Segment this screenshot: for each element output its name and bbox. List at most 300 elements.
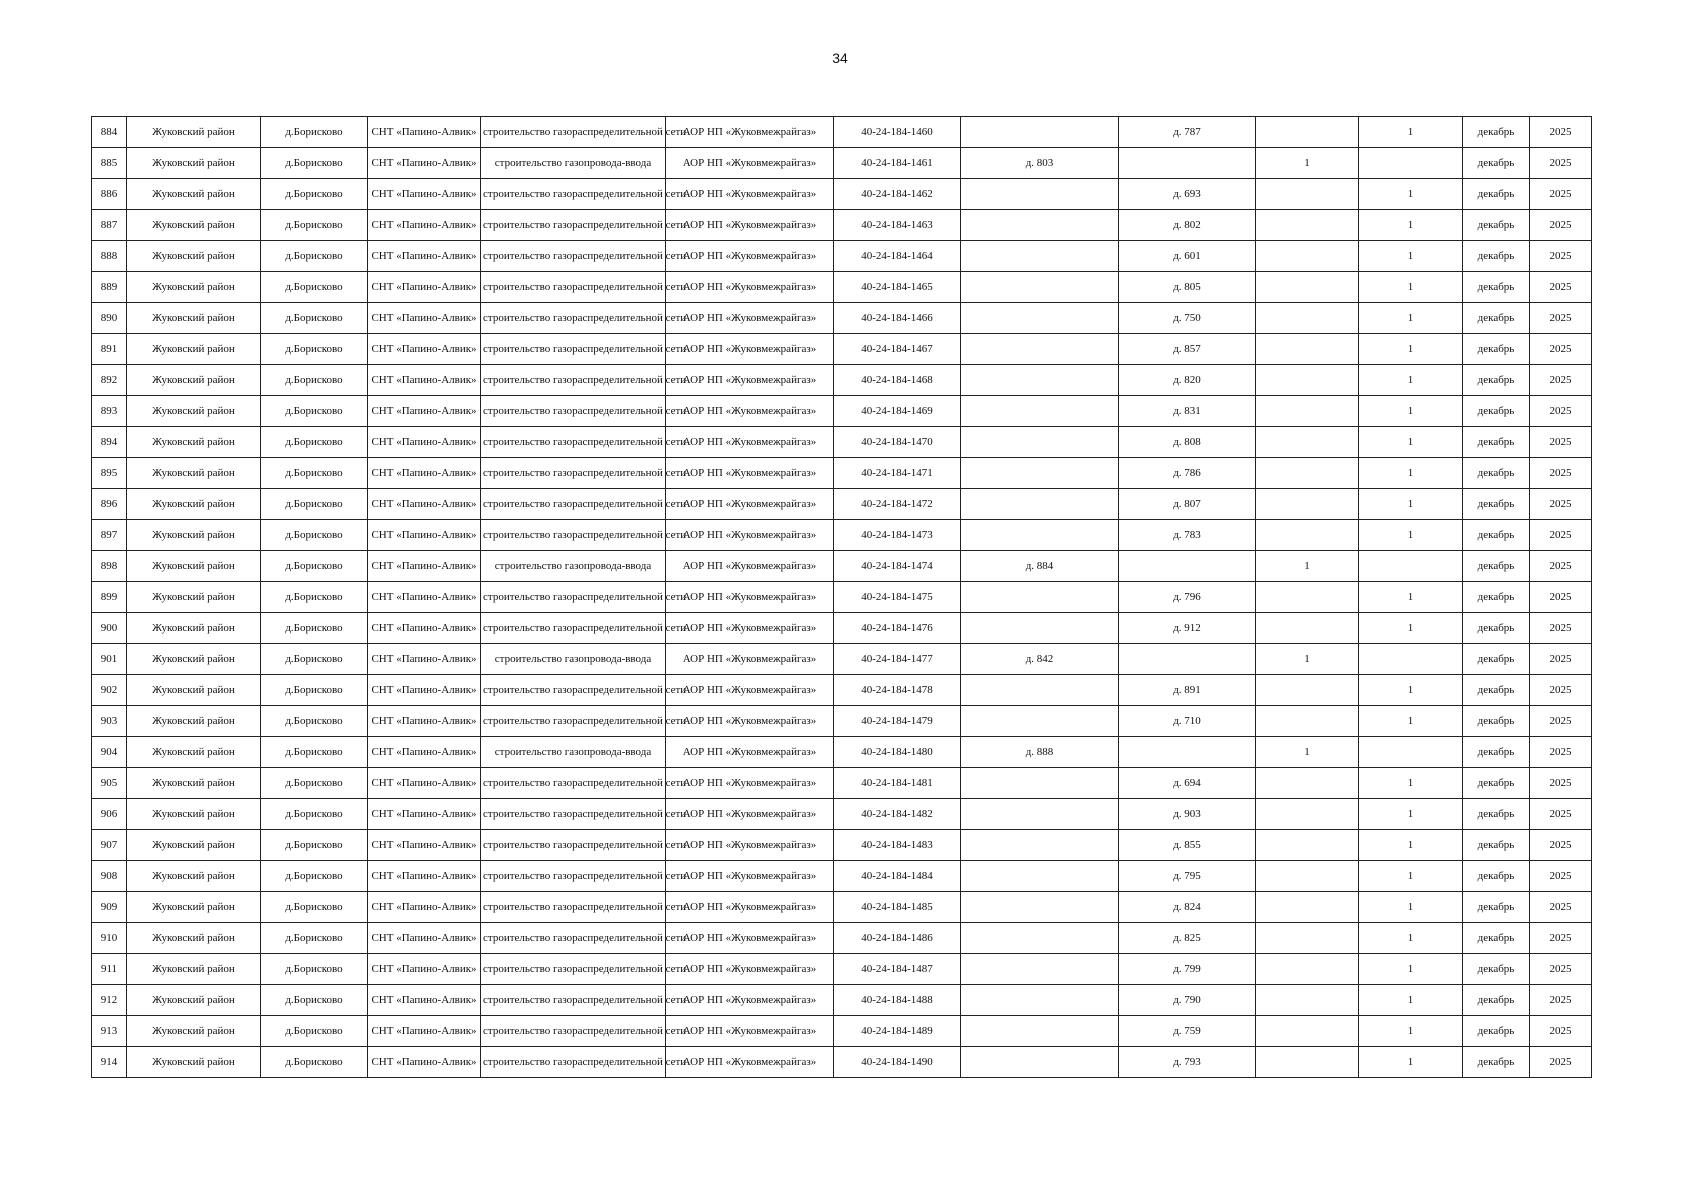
inlet-address-cell: д. 803 — [961, 148, 1119, 179]
locality-cell: д.Борисково — [261, 303, 368, 334]
inlet-address-cell — [961, 427, 1119, 458]
inlet-address-cell — [961, 520, 1119, 551]
object-code-cell: 40-24-184-1482 — [834, 799, 961, 830]
table-row — [92, 1016, 1592, 1047]
table-row — [92, 458, 1592, 489]
network-address-cell: д. 786 — [1119, 458, 1256, 489]
inlet-quantity-cell — [1256, 582, 1359, 613]
table-row — [92, 675, 1592, 706]
inlet-address-cell — [961, 706, 1119, 737]
table-row — [92, 613, 1592, 644]
snt-cell: СНТ «Папино-Алвик» — [368, 582, 481, 613]
year-cell: 2025 — [1530, 799, 1592, 830]
inlet-quantity-cell — [1256, 923, 1359, 954]
row-number-cell: 892 — [92, 365, 127, 396]
inlet-quantity-cell — [1256, 799, 1359, 830]
organization-cell: АОР НП «Жуковмежрайгаз» — [666, 365, 834, 396]
inlet-address-cell — [961, 272, 1119, 303]
locality-cell: д.Борисково — [261, 179, 368, 210]
snt-cell: СНТ «Папино-Алвик» — [368, 489, 481, 520]
network-quantity-cell: 1 — [1359, 520, 1463, 551]
organization-cell: АОР НП «Жуковмежрайгаз» — [666, 985, 834, 1016]
month-cell: декабрь — [1463, 644, 1530, 675]
network-quantity-cell: 1 — [1359, 272, 1463, 303]
object-code-cell: 40-24-184-1480 — [834, 737, 961, 768]
year-cell: 2025 — [1530, 768, 1592, 799]
object-code-cell: 40-24-184-1460 — [834, 117, 961, 148]
year-cell: 2025 — [1530, 334, 1592, 365]
month-cell: декабрь — [1463, 489, 1530, 520]
network-address-cell — [1119, 644, 1256, 675]
network-address-cell: д. 796 — [1119, 582, 1256, 613]
district-cell: Жуковский район — [127, 272, 261, 303]
year-cell: 2025 — [1530, 706, 1592, 737]
year-cell: 2025 — [1530, 117, 1592, 148]
work-type-cell: строительство газораспределительной сети — [481, 117, 666, 148]
district-cell: Жуковский район — [127, 768, 261, 799]
year-cell: 2025 — [1530, 427, 1592, 458]
snt-cell: СНТ «Папино-Алвик» — [368, 706, 481, 737]
inlet-address-cell — [961, 489, 1119, 520]
inlet-address-cell — [961, 334, 1119, 365]
registry-table — [91, 116, 1592, 1078]
organization-cell: АОР НП «Жуковмежрайгаз» — [666, 644, 834, 675]
organization-cell: АОР НП «Жуковмежрайгаз» — [666, 861, 834, 892]
object-code-cell: 40-24-184-1490 — [834, 1047, 961, 1078]
network-quantity-cell: 1 — [1359, 427, 1463, 458]
locality-cell: д.Борисково — [261, 830, 368, 861]
network-address-cell — [1119, 148, 1256, 179]
object-code-cell: 40-24-184-1477 — [834, 644, 961, 675]
network-quantity-cell: 1 — [1359, 923, 1463, 954]
year-cell: 2025 — [1530, 1047, 1592, 1078]
network-quantity-cell: 1 — [1359, 458, 1463, 489]
inlet-quantity-cell — [1256, 706, 1359, 737]
district-cell: Жуковский район — [127, 675, 261, 706]
year-cell: 2025 — [1530, 861, 1592, 892]
row-number-cell: 906 — [92, 799, 127, 830]
network-quantity-cell: 1 — [1359, 582, 1463, 613]
snt-cell: СНТ «Папино-Алвик» — [368, 179, 481, 210]
network-address-cell: д. 825 — [1119, 923, 1256, 954]
snt-cell: СНТ «Папино-Алвик» — [368, 365, 481, 396]
row-number-cell: 910 — [92, 923, 127, 954]
organization-cell: АОР НП «Жуковмежрайгаз» — [666, 737, 834, 768]
network-address-cell — [1119, 737, 1256, 768]
network-quantity-cell: 1 — [1359, 1047, 1463, 1078]
snt-cell: СНТ «Папино-Алвик» — [368, 427, 481, 458]
district-cell: Жуковский район — [127, 799, 261, 830]
organization-cell: АОР НП «Жуковмежрайгаз» — [666, 830, 834, 861]
network-quantity-cell: 1 — [1359, 210, 1463, 241]
district-cell: Жуковский район — [127, 427, 261, 458]
year-cell: 2025 — [1530, 1016, 1592, 1047]
work-type-cell: строительство газораспределительной сети — [481, 427, 666, 458]
inlet-address-cell — [961, 117, 1119, 148]
table-row — [92, 148, 1592, 179]
inlet-address-cell — [961, 303, 1119, 334]
row-number-cell: 896 — [92, 489, 127, 520]
locality-cell: д.Борисково — [261, 241, 368, 272]
row-number-cell: 885 — [92, 148, 127, 179]
snt-cell: СНТ «Папино-Алвик» — [368, 1047, 481, 1078]
network-address-cell: д. 787 — [1119, 117, 1256, 148]
year-cell: 2025 — [1530, 148, 1592, 179]
snt-cell: СНТ «Папино-Алвик» — [368, 210, 481, 241]
table-row — [92, 551, 1592, 582]
row-number-cell: 884 — [92, 117, 127, 148]
year-cell: 2025 — [1530, 272, 1592, 303]
locality-cell: д.Борисково — [261, 117, 368, 148]
network-quantity-cell: 1 — [1359, 799, 1463, 830]
month-cell: декабрь — [1463, 737, 1530, 768]
object-code-cell: 40-24-184-1479 — [834, 706, 961, 737]
inlet-quantity-cell: 1 — [1256, 737, 1359, 768]
inlet-address-cell — [961, 799, 1119, 830]
inlet-address-cell: д. 888 — [961, 737, 1119, 768]
locality-cell: д.Борисково — [261, 458, 368, 489]
work-type-cell: строительство газопровода-ввода — [481, 737, 666, 768]
inlet-quantity-cell — [1256, 675, 1359, 706]
work-type-cell: строительство газораспределительной сети — [481, 241, 666, 272]
row-number-cell: 913 — [92, 1016, 127, 1047]
work-type-cell: строительство газопровода-ввода — [481, 148, 666, 179]
inlet-address-cell — [961, 582, 1119, 613]
inlet-quantity-cell — [1256, 272, 1359, 303]
network-address-cell: д. 601 — [1119, 241, 1256, 272]
table-row — [92, 892, 1592, 923]
snt-cell: СНТ «Папино-Алвик» — [368, 1016, 481, 1047]
organization-cell: АОР НП «Жуковмежрайгаз» — [666, 241, 834, 272]
row-number-cell: 886 — [92, 179, 127, 210]
row-number-cell: 893 — [92, 396, 127, 427]
district-cell: Жуковский район — [127, 861, 261, 892]
month-cell: декабрь — [1463, 954, 1530, 985]
object-code-cell: 40-24-184-1461 — [834, 148, 961, 179]
table-row — [92, 334, 1592, 365]
network-quantity-cell — [1359, 551, 1463, 582]
district-cell: Жуковский район — [127, 582, 261, 613]
table-row — [92, 241, 1592, 272]
network-address-cell: д. 750 — [1119, 303, 1256, 334]
district-cell: Жуковский район — [127, 489, 261, 520]
table-row — [92, 303, 1592, 334]
locality-cell: д.Борисково — [261, 892, 368, 923]
network-address-cell: д. 857 — [1119, 334, 1256, 365]
year-cell: 2025 — [1530, 551, 1592, 582]
table-row — [92, 923, 1592, 954]
locality-cell: д.Борисково — [261, 923, 368, 954]
district-cell: Жуковский район — [127, 520, 261, 551]
year-cell: 2025 — [1530, 396, 1592, 427]
locality-cell: д.Борисково — [261, 861, 368, 892]
year-cell: 2025 — [1530, 954, 1592, 985]
network-quantity-cell: 1 — [1359, 365, 1463, 396]
object-code-cell: 40-24-184-1474 — [834, 551, 961, 582]
snt-cell: СНТ «Папино-Алвик» — [368, 861, 481, 892]
row-number-cell: 900 — [92, 613, 127, 644]
row-number-cell: 895 — [92, 458, 127, 489]
organization-cell: АОР НП «Жуковмежрайгаз» — [666, 954, 834, 985]
district-cell: Жуковский район — [127, 396, 261, 427]
inlet-address-cell: д. 842 — [961, 644, 1119, 675]
locality-cell: д.Борисково — [261, 675, 368, 706]
work-type-cell: строительство газораспределительной сети — [481, 799, 666, 830]
district-cell: Жуковский район — [127, 551, 261, 582]
inlet-quantity-cell — [1256, 861, 1359, 892]
organization-cell: АОР НП «Жуковмежрайгаз» — [666, 1016, 834, 1047]
inlet-quantity-cell — [1256, 241, 1359, 272]
table-row — [92, 737, 1592, 768]
row-number-cell: 888 — [92, 241, 127, 272]
year-cell: 2025 — [1530, 303, 1592, 334]
row-number-cell: 904 — [92, 737, 127, 768]
object-code-cell: 40-24-184-1488 — [834, 985, 961, 1016]
snt-cell: СНТ «Папино-Алвик» — [368, 923, 481, 954]
month-cell: декабрь — [1463, 861, 1530, 892]
row-number-cell: 912 — [92, 985, 127, 1016]
object-code-cell: 40-24-184-1467 — [834, 334, 961, 365]
work-type-cell: строительство газораспределительной сети — [481, 334, 666, 365]
locality-cell: д.Борисково — [261, 985, 368, 1016]
locality-cell: д.Борисково — [261, 210, 368, 241]
inlet-address-cell — [961, 861, 1119, 892]
inlet-address-cell: д. 884 — [961, 551, 1119, 582]
locality-cell: д.Борисково — [261, 334, 368, 365]
table-row — [92, 954, 1592, 985]
inlet-quantity-cell — [1256, 613, 1359, 644]
network-quantity-cell: 1 — [1359, 954, 1463, 985]
table-row — [92, 427, 1592, 458]
inlet-address-cell — [961, 675, 1119, 706]
work-type-cell: строительство газораспределительной сети — [481, 1016, 666, 1047]
network-address-cell: д. 805 — [1119, 272, 1256, 303]
year-cell: 2025 — [1530, 644, 1592, 675]
inlet-quantity-cell: 1 — [1256, 148, 1359, 179]
month-cell: декабрь — [1463, 706, 1530, 737]
row-number-cell: 887 — [92, 210, 127, 241]
year-cell: 2025 — [1530, 675, 1592, 706]
locality-cell: д.Борисково — [261, 644, 368, 675]
work-type-cell: строительство газораспределительной сети — [481, 985, 666, 1016]
locality-cell: д.Борисково — [261, 1016, 368, 1047]
inlet-quantity-cell — [1256, 830, 1359, 861]
snt-cell: СНТ «Папино-Алвик» — [368, 613, 481, 644]
work-type-cell: строительство газораспределительной сети — [481, 892, 666, 923]
year-cell: 2025 — [1530, 241, 1592, 272]
organization-cell: АОР НП «Жуковмежрайгаз» — [666, 582, 834, 613]
object-code-cell: 40-24-184-1463 — [834, 210, 961, 241]
row-number-cell: 898 — [92, 551, 127, 582]
snt-cell: СНТ «Папино-Алвик» — [368, 954, 481, 985]
row-number-cell: 903 — [92, 706, 127, 737]
object-code-cell: 40-24-184-1478 — [834, 675, 961, 706]
row-number-cell: 911 — [92, 954, 127, 985]
network-address-cell: д. 820 — [1119, 365, 1256, 396]
locality-cell: д.Борисково — [261, 148, 368, 179]
month-cell: декабрь — [1463, 520, 1530, 551]
organization-cell: АОР НП «Жуковмежрайгаз» — [666, 458, 834, 489]
inlet-quantity-cell — [1256, 303, 1359, 334]
object-code-cell: 40-24-184-1475 — [834, 582, 961, 613]
network-quantity-cell: 1 — [1359, 706, 1463, 737]
month-cell: декабрь — [1463, 117, 1530, 148]
organization-cell: АОР НП «Жуковмежрайгаз» — [666, 334, 834, 365]
inlet-address-cell — [961, 210, 1119, 241]
month-cell: декабрь — [1463, 334, 1530, 365]
year-cell: 2025 — [1530, 985, 1592, 1016]
work-type-cell: строительство газораспределительной сети — [481, 396, 666, 427]
inlet-quantity-cell — [1256, 768, 1359, 799]
object-code-cell: 40-24-184-1487 — [834, 954, 961, 985]
snt-cell: СНТ «Папино-Алвик» — [368, 520, 481, 551]
year-cell: 2025 — [1530, 365, 1592, 396]
month-cell: декабрь — [1463, 148, 1530, 179]
year-cell: 2025 — [1530, 830, 1592, 861]
table-row — [92, 520, 1592, 551]
work-type-cell: строительство газораспределительной сети — [481, 582, 666, 613]
month-cell: декабрь — [1463, 272, 1530, 303]
work-type-cell: строительство газораспределительной сети — [481, 179, 666, 210]
work-type-cell: строительство газопровода-ввода — [481, 644, 666, 675]
table-row — [92, 117, 1592, 148]
object-code-cell: 40-24-184-1466 — [834, 303, 961, 334]
year-cell: 2025 — [1530, 210, 1592, 241]
organization-cell: АОР НП «Жуковмежрайгаз» — [666, 303, 834, 334]
network-quantity-cell: 1 — [1359, 830, 1463, 861]
network-quantity-cell: 1 — [1359, 303, 1463, 334]
month-cell: декабрь — [1463, 985, 1530, 1016]
inlet-address-cell — [961, 365, 1119, 396]
table-row — [92, 799, 1592, 830]
object-code-cell: 40-24-184-1481 — [834, 768, 961, 799]
month-cell: декабрь — [1463, 365, 1530, 396]
month-cell: декабрь — [1463, 1047, 1530, 1078]
snt-cell: СНТ «Папино-Алвик» — [368, 799, 481, 830]
locality-cell: д.Борисково — [261, 582, 368, 613]
year-cell: 2025 — [1530, 458, 1592, 489]
month-cell: декабрь — [1463, 179, 1530, 210]
network-address-cell: д. 710 — [1119, 706, 1256, 737]
inlet-quantity-cell — [1256, 1047, 1359, 1078]
row-number-cell: 908 — [92, 861, 127, 892]
row-number-cell: 907 — [92, 830, 127, 861]
month-cell: декабрь — [1463, 799, 1530, 830]
network-address-cell: д. 693 — [1119, 179, 1256, 210]
row-number-cell: 901 — [92, 644, 127, 675]
snt-cell: СНТ «Папино-Алвик» — [368, 892, 481, 923]
locality-cell: д.Борисково — [261, 427, 368, 458]
work-type-cell: строительство газораспределительной сети — [481, 675, 666, 706]
organization-cell: АОР НП «Жуковмежрайгаз» — [666, 396, 834, 427]
object-code-cell: 40-24-184-1476 — [834, 613, 961, 644]
row-number-cell: 894 — [92, 427, 127, 458]
organization-cell: АОР НП «Жуковмежрайгаз» — [666, 520, 834, 551]
district-cell: Жуковский район — [127, 892, 261, 923]
work-type-cell: строительство газораспределительной сети — [481, 365, 666, 396]
organization-cell: АОР НП «Жуковмежрайгаз» — [666, 1047, 834, 1078]
object-code-cell: 40-24-184-1464 — [834, 241, 961, 272]
inlet-quantity-cell — [1256, 892, 1359, 923]
district-cell: Жуковский район — [127, 241, 261, 272]
inlet-address-cell — [961, 458, 1119, 489]
locality-cell: д.Борисково — [261, 365, 368, 396]
network-quantity-cell: 1 — [1359, 861, 1463, 892]
locality-cell: д.Борисково — [261, 551, 368, 582]
object-code-cell: 40-24-184-1483 — [834, 830, 961, 861]
inlet-quantity-cell — [1256, 489, 1359, 520]
district-cell: Жуковский район — [127, 117, 261, 148]
year-cell: 2025 — [1530, 923, 1592, 954]
organization-cell: АОР НП «Жуковмежрайгаз» — [666, 427, 834, 458]
object-code-cell: 40-24-184-1470 — [834, 427, 961, 458]
network-quantity-cell: 1 — [1359, 334, 1463, 365]
row-number-cell: 891 — [92, 334, 127, 365]
locality-cell: д.Борисково — [261, 954, 368, 985]
work-type-cell: строительство газораспределительной сети — [481, 489, 666, 520]
network-quantity-cell: 1 — [1359, 892, 1463, 923]
locality-cell: д.Борисково — [261, 520, 368, 551]
object-code-cell: 40-24-184-1473 — [834, 520, 961, 551]
month-cell: декабрь — [1463, 303, 1530, 334]
network-address-cell: д. 799 — [1119, 954, 1256, 985]
network-address-cell: д. 808 — [1119, 427, 1256, 458]
inlet-address-cell — [961, 1016, 1119, 1047]
table-row — [92, 1047, 1592, 1078]
network-address-cell: д. 783 — [1119, 520, 1256, 551]
network-quantity-cell: 1 — [1359, 1016, 1463, 1047]
month-cell: декабрь — [1463, 210, 1530, 241]
network-address-cell: д. 912 — [1119, 613, 1256, 644]
object-code-cell: 40-24-184-1484 — [834, 861, 961, 892]
table-row — [92, 396, 1592, 427]
district-cell: Жуковский район — [127, 365, 261, 396]
organization-cell: АОР НП «Жуковмежрайгаз» — [666, 179, 834, 210]
row-number-cell: 902 — [92, 675, 127, 706]
district-cell: Жуковский район — [127, 830, 261, 861]
year-cell: 2025 — [1530, 613, 1592, 644]
network-quantity-cell: 1 — [1359, 489, 1463, 520]
month-cell: декабрь — [1463, 241, 1530, 272]
network-address-cell: д. 855 — [1119, 830, 1256, 861]
snt-cell: СНТ «Папино-Алвик» — [368, 117, 481, 148]
table-row — [92, 830, 1592, 861]
inlet-address-cell — [961, 985, 1119, 1016]
month-cell: декабрь — [1463, 427, 1530, 458]
inlet-quantity-cell — [1256, 520, 1359, 551]
page-number: 34 — [832, 50, 848, 66]
inlet-quantity-cell — [1256, 210, 1359, 241]
table-row — [92, 861, 1592, 892]
organization-cell: АОР НП «Жуковмежрайгаз» — [666, 117, 834, 148]
network-quantity-cell: 1 — [1359, 179, 1463, 210]
month-cell: декабрь — [1463, 830, 1530, 861]
work-type-cell: строительство газораспределительной сети — [481, 520, 666, 551]
inlet-address-cell — [961, 768, 1119, 799]
organization-cell: АОР НП «Жуковмежрайгаз» — [666, 210, 834, 241]
table-row — [92, 582, 1592, 613]
locality-cell: д.Борисково — [261, 489, 368, 520]
table-row — [92, 985, 1592, 1016]
snt-cell: СНТ «Папино-Алвик» — [368, 241, 481, 272]
year-cell: 2025 — [1530, 582, 1592, 613]
row-number-cell: 897 — [92, 520, 127, 551]
month-cell: декабрь — [1463, 396, 1530, 427]
snt-cell: СНТ «Папино-Алвик» — [368, 985, 481, 1016]
year-cell: 2025 — [1530, 737, 1592, 768]
network-address-cell: д. 802 — [1119, 210, 1256, 241]
snt-cell: СНТ «Папино-Алвик» — [368, 458, 481, 489]
